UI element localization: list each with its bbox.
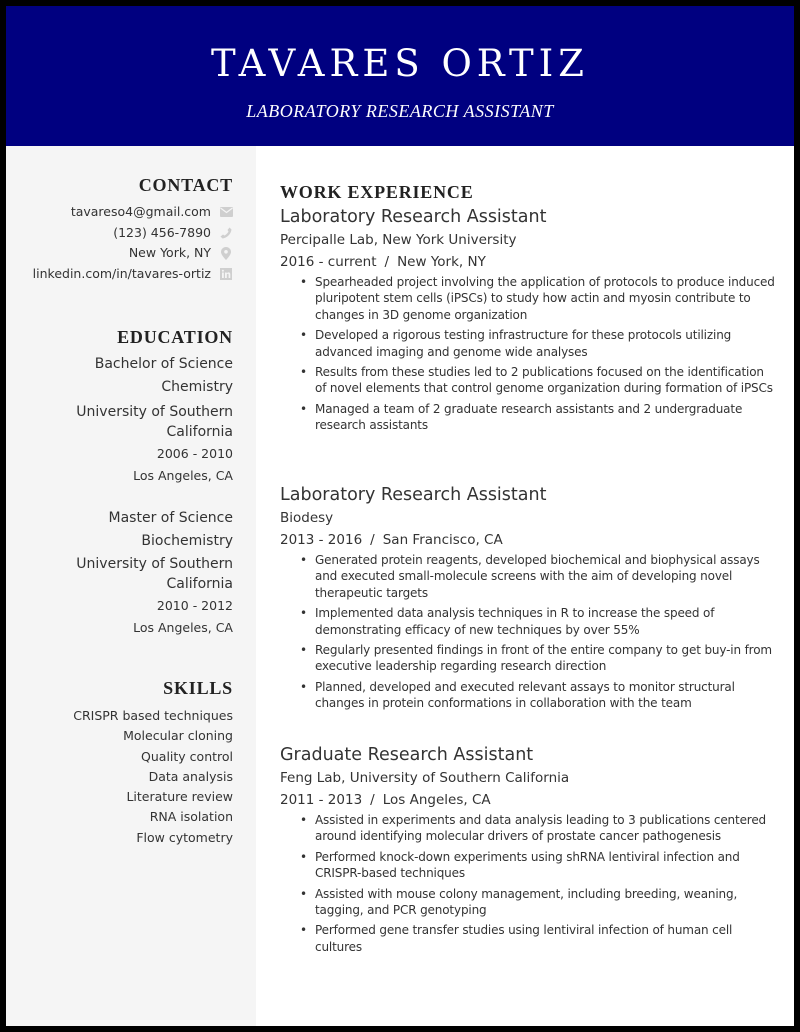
job-bullet: • Performed knock-down experiments using shRNA lentiviral infection and CRISPR-based techniques	[300, 849, 740, 881]
linkedin-icon	[219, 267, 233, 281]
job-bullet: • Developed a rigorous testing infrastructure for these protocols utilizing advanced imaging and genome wide analyses	[300, 328, 732, 359]
candidate-name: TAVARES ORTIZ	[211, 42, 589, 85]
job-bullet: • Results from these studies led to 2 publications focused on the identification of novel elements that control genome organization during formation of iPSCs	[300, 365, 773, 396]
job-dates: 2011 - 2013	[280, 792, 363, 808]
phone-icon	[219, 226, 233, 240]
education-location: Los Angeles, CA	[133, 619, 233, 635]
education-entry	[6, 507, 233, 638]
education-dates: 2010 - 2012	[156, 598, 233, 613]
skills-title: SKILLS	[163, 678, 233, 698]
skills-list	[6, 706, 233, 848]
job-location: San Francisco, CA	[382, 532, 503, 548]
education-section	[6, 325, 233, 638]
job-bullet: • Assisted in experiments and data analysis leading to 3 publications centered around identifying molecular drivers of prostate cancer pathogenesis	[300, 813, 767, 844]
skill-item: RNA isolation	[149, 809, 233, 825]
job-bullet: • Generated protein reagents, developed biochemical and biophysical assays and executed small-molecule screens with the aim of developing novel therapeutic targets	[300, 553, 760, 600]
job-dates: 2016 - current	[280, 254, 377, 270]
job-bullet: • Regularly presented findings in front of the entire company to get buy-in from executive leadership regarding research direction	[300, 643, 772, 674]
work-experience-title: WORK EXPERIENCE	[280, 182, 474, 202]
job-bullet: • Assisted with mouse colony management, including breeding, weaning, tagging, and PCR genotyping	[300, 886, 738, 918]
job-company: Biodesy	[280, 510, 334, 526]
education-school	[6, 554, 233, 594]
contact-title: CONTACT	[138, 175, 233, 195]
job-dates: 2013 - 2016	[280, 532, 363, 548]
job-separator: /	[384, 254, 390, 270]
job-location: Los Angeles, CA	[382, 792, 491, 808]
job-company: Feng Lab, University of Southern California	[280, 770, 570, 786]
skill-item: Data analysis	[148, 768, 233, 784]
education-location: Los Angeles, CA	[133, 467, 233, 483]
education-entry	[6, 353, 233, 486]
skill-item: Molecular cloning	[123, 728, 233, 744]
job-separator: /	[370, 792, 375, 808]
education-school-line: California	[166, 424, 233, 440]
job-entry	[280, 743, 780, 959]
education-field: Biochemistry	[141, 533, 233, 549]
skill-item: Literature review	[126, 789, 233, 805]
job-location: New York, NY	[397, 254, 486, 270]
envelope-icon	[219, 205, 233, 219]
education-school-line: University of Southern	[76, 556, 233, 572]
candidate-headline: LABORATORY RESEARCH ASSISTANT	[246, 101, 554, 121]
job-bullets	[280, 812, 780, 955]
resume-header	[6, 6, 794, 146]
education-school	[6, 402, 233, 442]
education-school-line: University of Southern	[76, 404, 233, 420]
main-content	[256, 146, 794, 1026]
skill-item: CRISPR based techniques	[73, 708, 233, 723]
contact-location	[6, 243, 233, 264]
job-title: Graduate Research Assistant	[280, 745, 534, 765]
education-dates: 2006 - 2010	[156, 446, 233, 461]
job-meta	[280, 251, 780, 273]
job-bullet: • Implemented data analysis techniques in R to increase the speed of demonstrating efficacy of new techniques by over 55%	[300, 606, 715, 637]
contact-phone[interactable]	[6, 223, 233, 244]
sidebar	[6, 146, 256, 1026]
job-meta	[280, 789, 780, 811]
job-separator: /	[370, 532, 375, 548]
skills-section	[6, 676, 233, 848]
contact-phone-text[interactable]: (123) 456-7890	[113, 224, 211, 240]
skill-item: Flow cytometry	[136, 829, 233, 845]
job-title: Laboratory Research Assistant	[280, 207, 547, 227]
job-bullet: • Performed gene transfer studies using lentiviral infection of human cell cultures	[300, 923, 733, 954]
skill-item: Quality control	[141, 748, 233, 764]
job-bullets	[280, 274, 780, 434]
contact-email[interactable]	[6, 202, 233, 223]
job-bullet: • Spearheaded project involving the application of protocols to produce induced pluripotent stem cells (iPSCs) to study how actin and myosin contribute to changes in 3D genome organization	[300, 275, 775, 322]
job-bullets	[280, 552, 780, 712]
contact-linkedin[interactable]	[6, 264, 233, 285]
education-degree: Master of Science	[108, 510, 233, 526]
job-title: Laboratory Research Assistant	[280, 485, 547, 505]
job-meta	[280, 529, 780, 551]
education-title: EDUCATION	[117, 327, 233, 347]
education-degree: Bachelor of Science	[94, 356, 233, 372]
education-field: Chemistry	[161, 379, 233, 395]
contact-location-text: New York, NY	[128, 245, 211, 260]
resume-page	[6, 6, 794, 1026]
job-company: Percipalle Lab, New York University	[280, 232, 517, 248]
job-entry	[280, 205, 780, 438]
contact-section	[6, 173, 233, 284]
contact-linkedin-text[interactable]: linkedin.com/in/tavares-ortiz	[32, 265, 211, 281]
contact-email-text[interactable]: tavareso4@gmail.com	[70, 204, 211, 219]
job-bullet: • Planned, developed and executed relevant assays to monitor structural changes in protein conformations in collaboration with the team	[300, 679, 735, 711]
job-bullet: • Managed a team of 2 graduate research assistants and 2 undergraduate research assistants	[300, 401, 743, 433]
education-school-line: California	[166, 576, 233, 592]
map-pin-icon	[219, 246, 233, 260]
job-entry	[280, 483, 780, 716]
